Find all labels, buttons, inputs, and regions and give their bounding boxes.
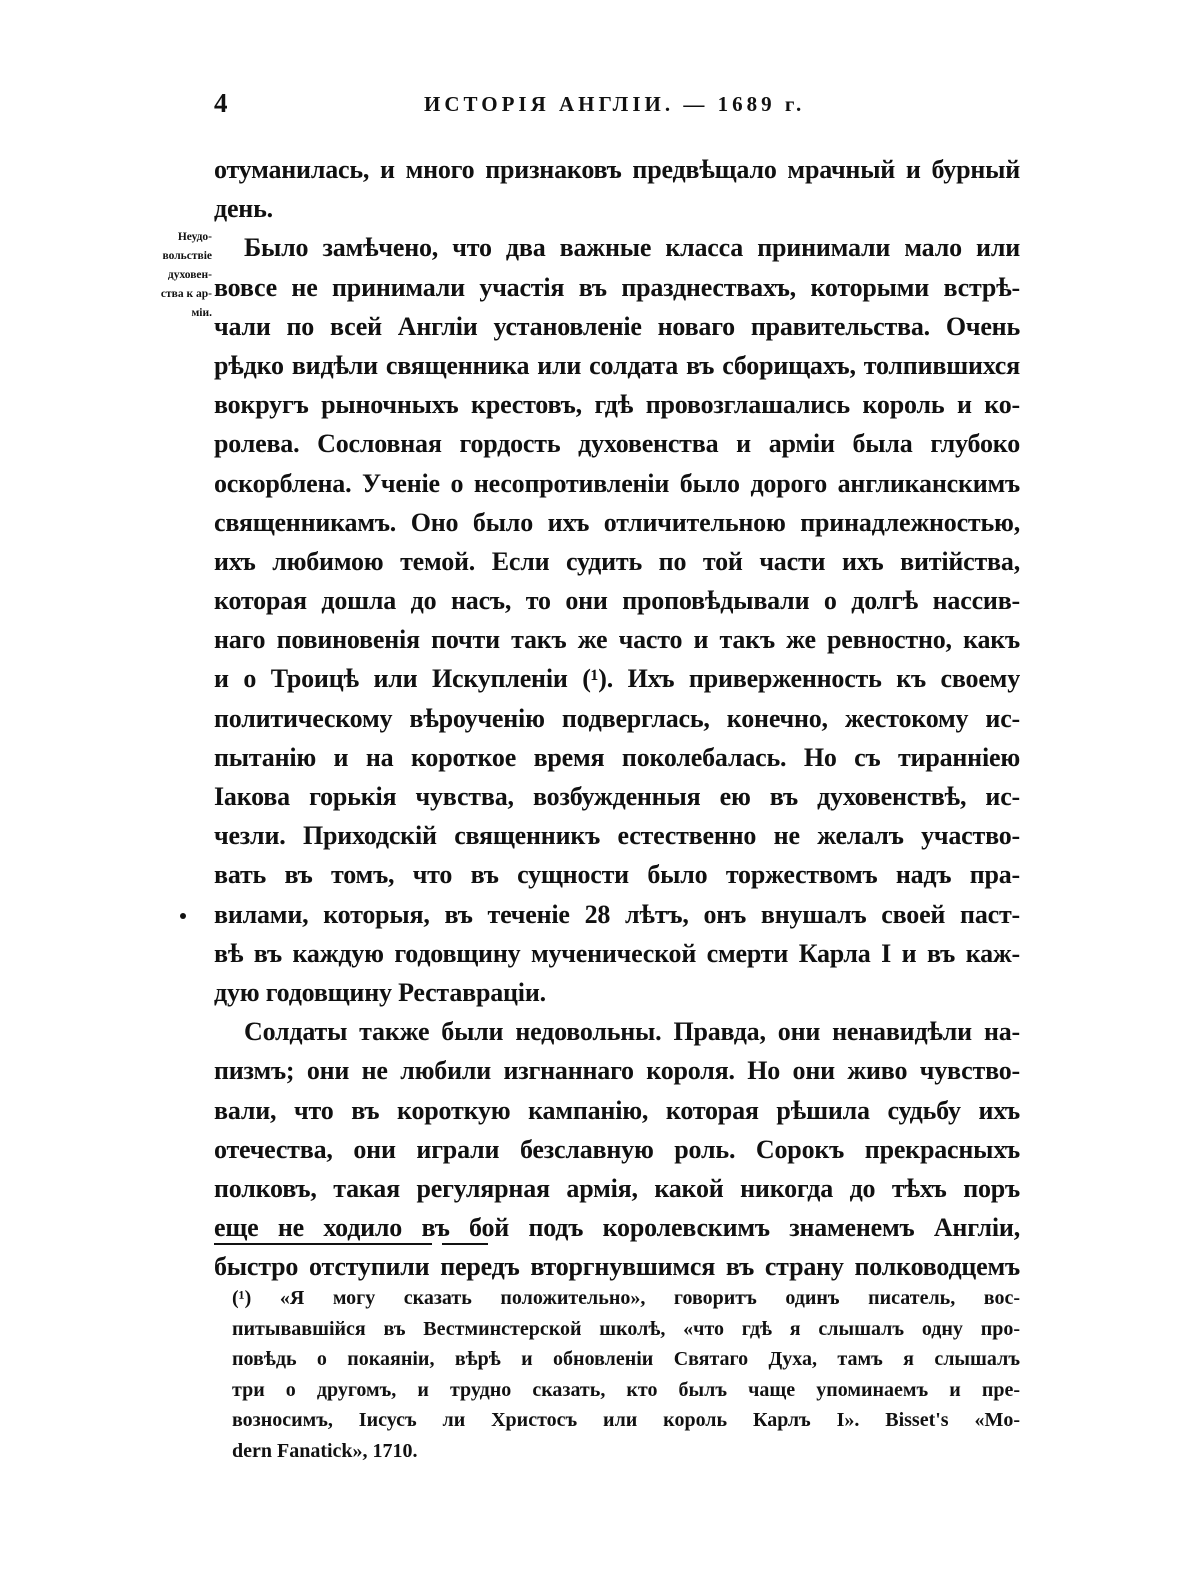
text-line: чезли. Приходскій священникъ естественно не желалъ участво- — [214, 821, 1020, 851]
text-line: вокругъ рыночныхъ крестовъ, гдѣ провозглашались король и ко- — [214, 390, 1020, 420]
text-line: Іакова горькія чувства, возбужденныя ею въ духовенствѣ, ис- — [214, 782, 1020, 811]
text-line: пытанію и на короткое время поколебалась. Но съ тираннiею — [214, 742, 1020, 772]
main-text — [214, 150, 1020, 1286]
text-line: полковъ, такая регулярная армія, какой никогда до тѣхъ поръ — [214, 1173, 1020, 1203]
margin-note-line: вольствіе — [162, 250, 212, 262]
footnote-line: повѣдь о покаяніи, вѣрѣ и обновленіи Святаго Духа, тамъ я слышалъ — [232, 1348, 1020, 1370]
paragraph-start-line: Солдаты также были недовольны. Правда, они ненавидѣли на- — [244, 1017, 1020, 1047]
margin-note-line: міи. — [191, 307, 212, 319]
text-line: вать въ томъ, что въ сущности было торжествомъ надъ пра- — [214, 860, 1020, 890]
footnote — [232, 1283, 1020, 1466]
footnote-line: dern Fanatick», 1710. — [232, 1439, 418, 1462]
text-line: дую годовщину Реставраціи. — [214, 977, 546, 1007]
margin-note-line: духовен- — [167, 269, 212, 281]
text-line: ролева. Сословная гордость духовенства и арміи была глубоко — [214, 429, 1020, 459]
text-line: чали по всей Англіи установленіе новаго правительства. Очень — [214, 311, 1020, 341]
footnote-line: три о другомъ, и трудно сказать, кто былъ чаще упоминаемъ и пре- — [232, 1378, 1020, 1401]
text-line: и о Троицѣ или Искупленіи (¹). Ихъ приверженность къ своему — [214, 664, 1020, 694]
text-line: еще не ходило въ бой подъ королевскимъ знаменемъ Англіи, — [214, 1213, 1020, 1243]
margin-dot — [180, 913, 186, 919]
paragraph-start-line: Было замѣчено, что два важные класса принимали мало или — [244, 233, 1020, 263]
footnote-divider — [214, 1243, 432, 1245]
margin-note-line: ства к ар- — [160, 288, 212, 300]
running-title: ИСТОРІЯ АНГЛІИ. — 1689 г. — [424, 92, 806, 116]
text-line: наго повиновенія почти такъ же часто и такъ же ревностно, какъ — [214, 625, 1020, 655]
text-line: вилами, которыя, въ теченіе 28 лѣтъ, онъ внушалъ своей паст- — [214, 899, 1020, 929]
text-line: которая дошла до насъ, то они проповѣдывали о долгѣ нассив- — [214, 586, 1020, 616]
footnote-line: (¹) «Я могу сказать положительно», говоритъ одинъ писатель, вос- — [232, 1287, 1020, 1309]
text-line: священникамъ. Оно было ихъ отличительною принадлежностью, — [214, 507, 1020, 537]
text-line: ихъ любимою темой. Если судить по той части ихъ витійства, — [214, 546, 1020, 576]
margin-note — [132, 228, 212, 323]
text-line: быстро отступили передъ вторгнувшимся въ страну полководцемъ — [214, 1252, 1020, 1282]
page-number: 4 — [214, 88, 228, 118]
margin-note-line: Неудо- — [177, 231, 212, 243]
text-line: вовсе не принимали участія въ празднествахъ, которыми встрѣ- — [214, 272, 1020, 302]
text-line: день. — [214, 194, 273, 224]
text-line: вали, что въ короткую кампанію, которая рѣшила судьбу ихъ — [214, 1095, 1020, 1125]
text-line: пизмъ; они не любили изгнаннаго короля. Но они живо чувство- — [214, 1056, 1020, 1086]
text-line: оскорблена. Ученіе о несопротивленіи было дорого англиканскимъ — [214, 468, 1020, 498]
text-line: рѣдко видѣли священника или солдата въ сборищахъ, толпившихся — [214, 350, 1020, 380]
footnote-line: возносимъ, Іисусъ ли Христосъ или король Карлъ I». Bisset's «Mo- — [232, 1409, 1020, 1431]
text-line: политическому вѣроученію подверглась, конечно, жестокому ис- — [214, 703, 1020, 733]
footnote-line: питывавшійся въ Вестминстерской школѣ, «что гдѣ я слышалъ одну про- — [232, 1317, 1020, 1340]
page-header — [214, 88, 1020, 124]
text-line: отечества, они играли безславную роль. Сорокъ прекрасныхъ — [214, 1134, 1020, 1164]
text-line: отуманилась, и много признаковъ предвѣщало мрачный и бурный — [214, 155, 1020, 184]
footnote-divider-short — [442, 1243, 488, 1245]
text-line: вѣ въ каждую годовщину мученической смерти Карла I и въ каж- — [214, 938, 1020, 968]
